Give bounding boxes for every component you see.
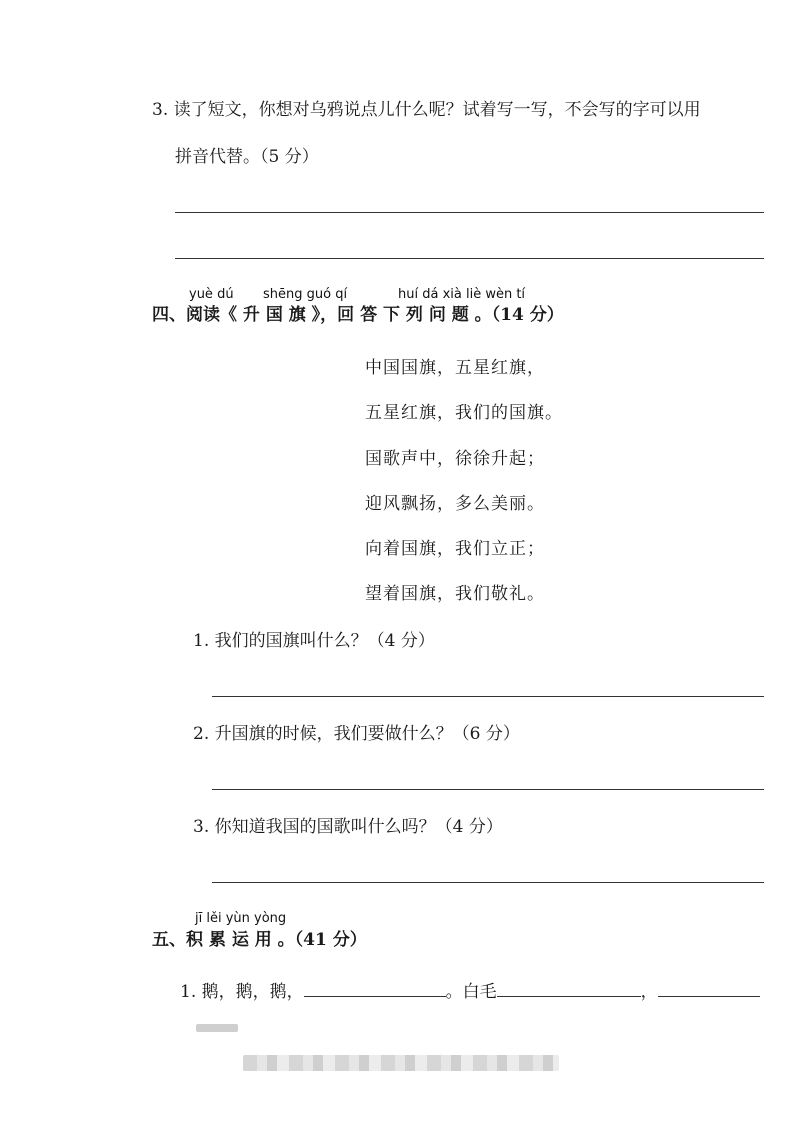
fill-blank-2[interactable]: [497, 980, 641, 997]
poem-line: 迎风飘扬，多么美丽。: [365, 494, 545, 514]
q3-line2: 拼音代替。（5 分）: [175, 147, 319, 167]
pinyin-jileiyunyong: jī lěi yùn yòng: [195, 911, 287, 926]
poem-line: 国歌声中，徐徐升起；: [365, 449, 545, 469]
answer-line[interactable]: [175, 212, 764, 213]
fill-blank-3[interactable]: [658, 980, 760, 997]
q1-text-2: 。白毛: [445, 982, 497, 1002]
blurred-watermark: [243, 1055, 559, 1071]
poem-line: 望着国旗，我们敬礼。: [365, 584, 545, 604]
answer-line[interactable]: [212, 696, 764, 697]
section5-heading: 五、积 累 运 用 。（41 分）: [152, 930, 367, 950]
q3-line1: 3. 读了短文，你想对乌鸦说点儿什么呢？试着写一写，不会写的字可以用: [152, 100, 701, 120]
s4-question-1: 1. 我们的国旗叫什么？（4 分）: [193, 631, 435, 651]
poem-line: 中国国旗，五星红旗，: [365, 358, 545, 378]
q1-text-1: 1. 鹅，鹅，鹅，: [180, 982, 304, 1002]
pinyin-shengguoqi: shēng guó qí: [263, 287, 348, 302]
s5-question-1: [180, 980, 760, 1002]
pinyin-huida: huí dá xià liè wèn tí: [398, 287, 526, 302]
q1-text-3: ，: [640, 982, 658, 1002]
pinyin-yuedu: yuè dú: [189, 287, 234, 302]
section4-heading: 四、阅读《 升 国 旗 》，回 答 下 列 问 题 。（14 分）: [152, 305, 564, 325]
poem-line: 向着国旗，我们立正；: [365, 539, 545, 559]
answer-line[interactable]: [175, 258, 764, 259]
cut-off-text: [196, 1024, 238, 1032]
fill-blank-1[interactable]: [304, 980, 446, 997]
s4-question-3: 3. 你知道我国的国歌叫什么吗？（4 分）: [193, 817, 503, 837]
answer-line[interactable]: [212, 882, 764, 883]
s4-question-2: 2. 升国旗的时候，我们要做什么？（6 分）: [193, 724, 520, 744]
answer-line[interactable]: [212, 789, 764, 790]
poem-line: 五星红旗，我们的国旗。: [365, 403, 563, 423]
